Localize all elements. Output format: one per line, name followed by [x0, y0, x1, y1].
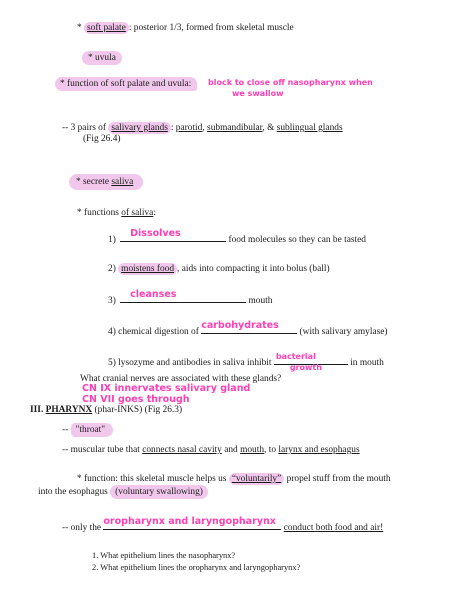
item-text-rest: in mouth — [350, 358, 384, 368]
answer-handwritten: Dissolves — [130, 228, 181, 239]
muscular-line — [62, 444, 360, 456]
item-number: 1) — [108, 235, 116, 245]
heading-number: III. — [30, 405, 46, 415]
larynx-esophagus: larynx and esophagus — [278, 445, 360, 455]
functions-colon: : — [153, 208, 156, 218]
item-number: 2) — [108, 264, 116, 274]
moistens-food-term: moistens food — [118, 263, 177, 275]
saliva-item-4 — [108, 320, 388, 338]
functions-line — [77, 207, 156, 219]
item-text: 5) lysozyme and antibodies in saliva inhibit — [108, 358, 272, 368]
pharynx-heading — [30, 404, 182, 416]
function-rest: propel stuff from the mouth — [284, 474, 391, 484]
and: and — [221, 445, 241, 455]
function-line2-prefix: into the esophagus — [38, 487, 111, 497]
muscular-prefix: -- muscular tube that — [62, 445, 143, 455]
item-text-rest: (with salivary amylase) — [299, 327, 388, 337]
secrete-highlight — [69, 174, 143, 190]
secrete-prefix: * secrete — [76, 177, 112, 187]
secrete-line — [69, 176, 143, 188]
function-line — [55, 78, 197, 90]
both-food-and-air: both food and air! — [315, 523, 384, 533]
question-2: 2. What epithelium lines the oropharynx and laryngopharynx? — [92, 563, 301, 572]
answer-blank — [120, 289, 246, 303]
functions-prefix: * functions — [77, 208, 122, 218]
soft-palate-line — [77, 22, 294, 34]
only-prefix: -- only the — [62, 523, 102, 533]
submandibular: submandibular — [207, 123, 263, 133]
uvula-line — [82, 52, 122, 64]
pharynx-function-line — [77, 473, 391, 485]
cranial-question: What cranial nerves are associated with these glands? — [80, 374, 282, 384]
item-text: 4) chemical digestion of — [108, 327, 199, 337]
saliva-term: saliva — [111, 177, 134, 187]
mouth: mouth — [240, 445, 265, 455]
salivary-fig: (Fig 26.4) — [83, 134, 121, 144]
cranial-answer-2: CN VII goes through — [82, 394, 190, 405]
heading-rest: (phar-INKS) (Fig 26.3) — [92, 405, 183, 415]
function-prefix: * function: this skeletal muscle helps us — [77, 474, 229, 484]
to: , to — [264, 445, 279, 455]
voluntary-swallowing-term: (voluntary swallowing) — [110, 485, 208, 499]
functions-term: of saliva — [121, 208, 154, 218]
answer-blank — [103, 516, 281, 530]
saliva-item-2 — [108, 263, 330, 275]
item-text: , aids into compacting it into bolus (ball) — [177, 264, 330, 274]
answer-handwritten: carbohydrates — [201, 320, 279, 331]
cranial-answer-1: CN IX innervates salivary gland — [82, 383, 251, 394]
answer-handwritten-2: growth — [289, 363, 322, 372]
separator-amp: , & — [262, 123, 277, 133]
uvula-label: * uvula — [82, 51, 122, 65]
answer-blank — [120, 228, 226, 242]
salivary-colon: : — [170, 123, 176, 133]
salivary-prefix: -- 3 pairs of — [62, 123, 109, 133]
function-answer-line2: we swallow — [232, 89, 284, 98]
function-label: * function of soft palate and uvula: — [55, 77, 197, 91]
separator: , — [202, 123, 208, 133]
connects-nasal-cavity: connects nasal cavity — [142, 445, 222, 455]
answer-blank — [274, 352, 348, 372]
bullet: * — [77, 23, 82, 33]
answer-handwritten-1: bacterial — [275, 352, 316, 361]
item-number: 3) — [108, 296, 116, 306]
saliva-item-1 — [108, 228, 366, 246]
saliva-item-5 — [108, 352, 384, 372]
heading-term: PHARYNX — [45, 405, 93, 415]
sublingual: sublingual glands — [276, 123, 343, 133]
pharynx-function-line-2 — [38, 486, 208, 498]
function-answer-line1: block to close off nasopharynx when — [208, 78, 373, 87]
item-text: mouth — [248, 296, 273, 306]
soft-palate-term: soft palate — [84, 22, 129, 34]
saliva-item-3 — [108, 289, 273, 307]
throat-line — [62, 424, 113, 436]
throat-term: "throat" — [71, 423, 114, 437]
only-line — [62, 516, 384, 534]
answer-handwritten: cleanses — [130, 289, 177, 300]
voluntarily-term: “voluntarily” — [229, 473, 284, 485]
item-text: food molecules so they can be tasted — [228, 235, 366, 245]
parotid: parotid — [175, 123, 203, 133]
answer-handwritten: oropharynx and laryngopharynx — [103, 516, 276, 527]
salivary-glands-term: salivary glands — [108, 122, 171, 134]
dash: -- — [62, 425, 69, 435]
question-1: 1. What epithelium lines the nasopharynx? — [92, 551, 236, 560]
conduct: conduct — [283, 523, 316, 533]
soft-palate-desc: : posterior 1/3, formed from skeletal muscle — [128, 23, 294, 33]
answer-blank — [201, 320, 297, 334]
